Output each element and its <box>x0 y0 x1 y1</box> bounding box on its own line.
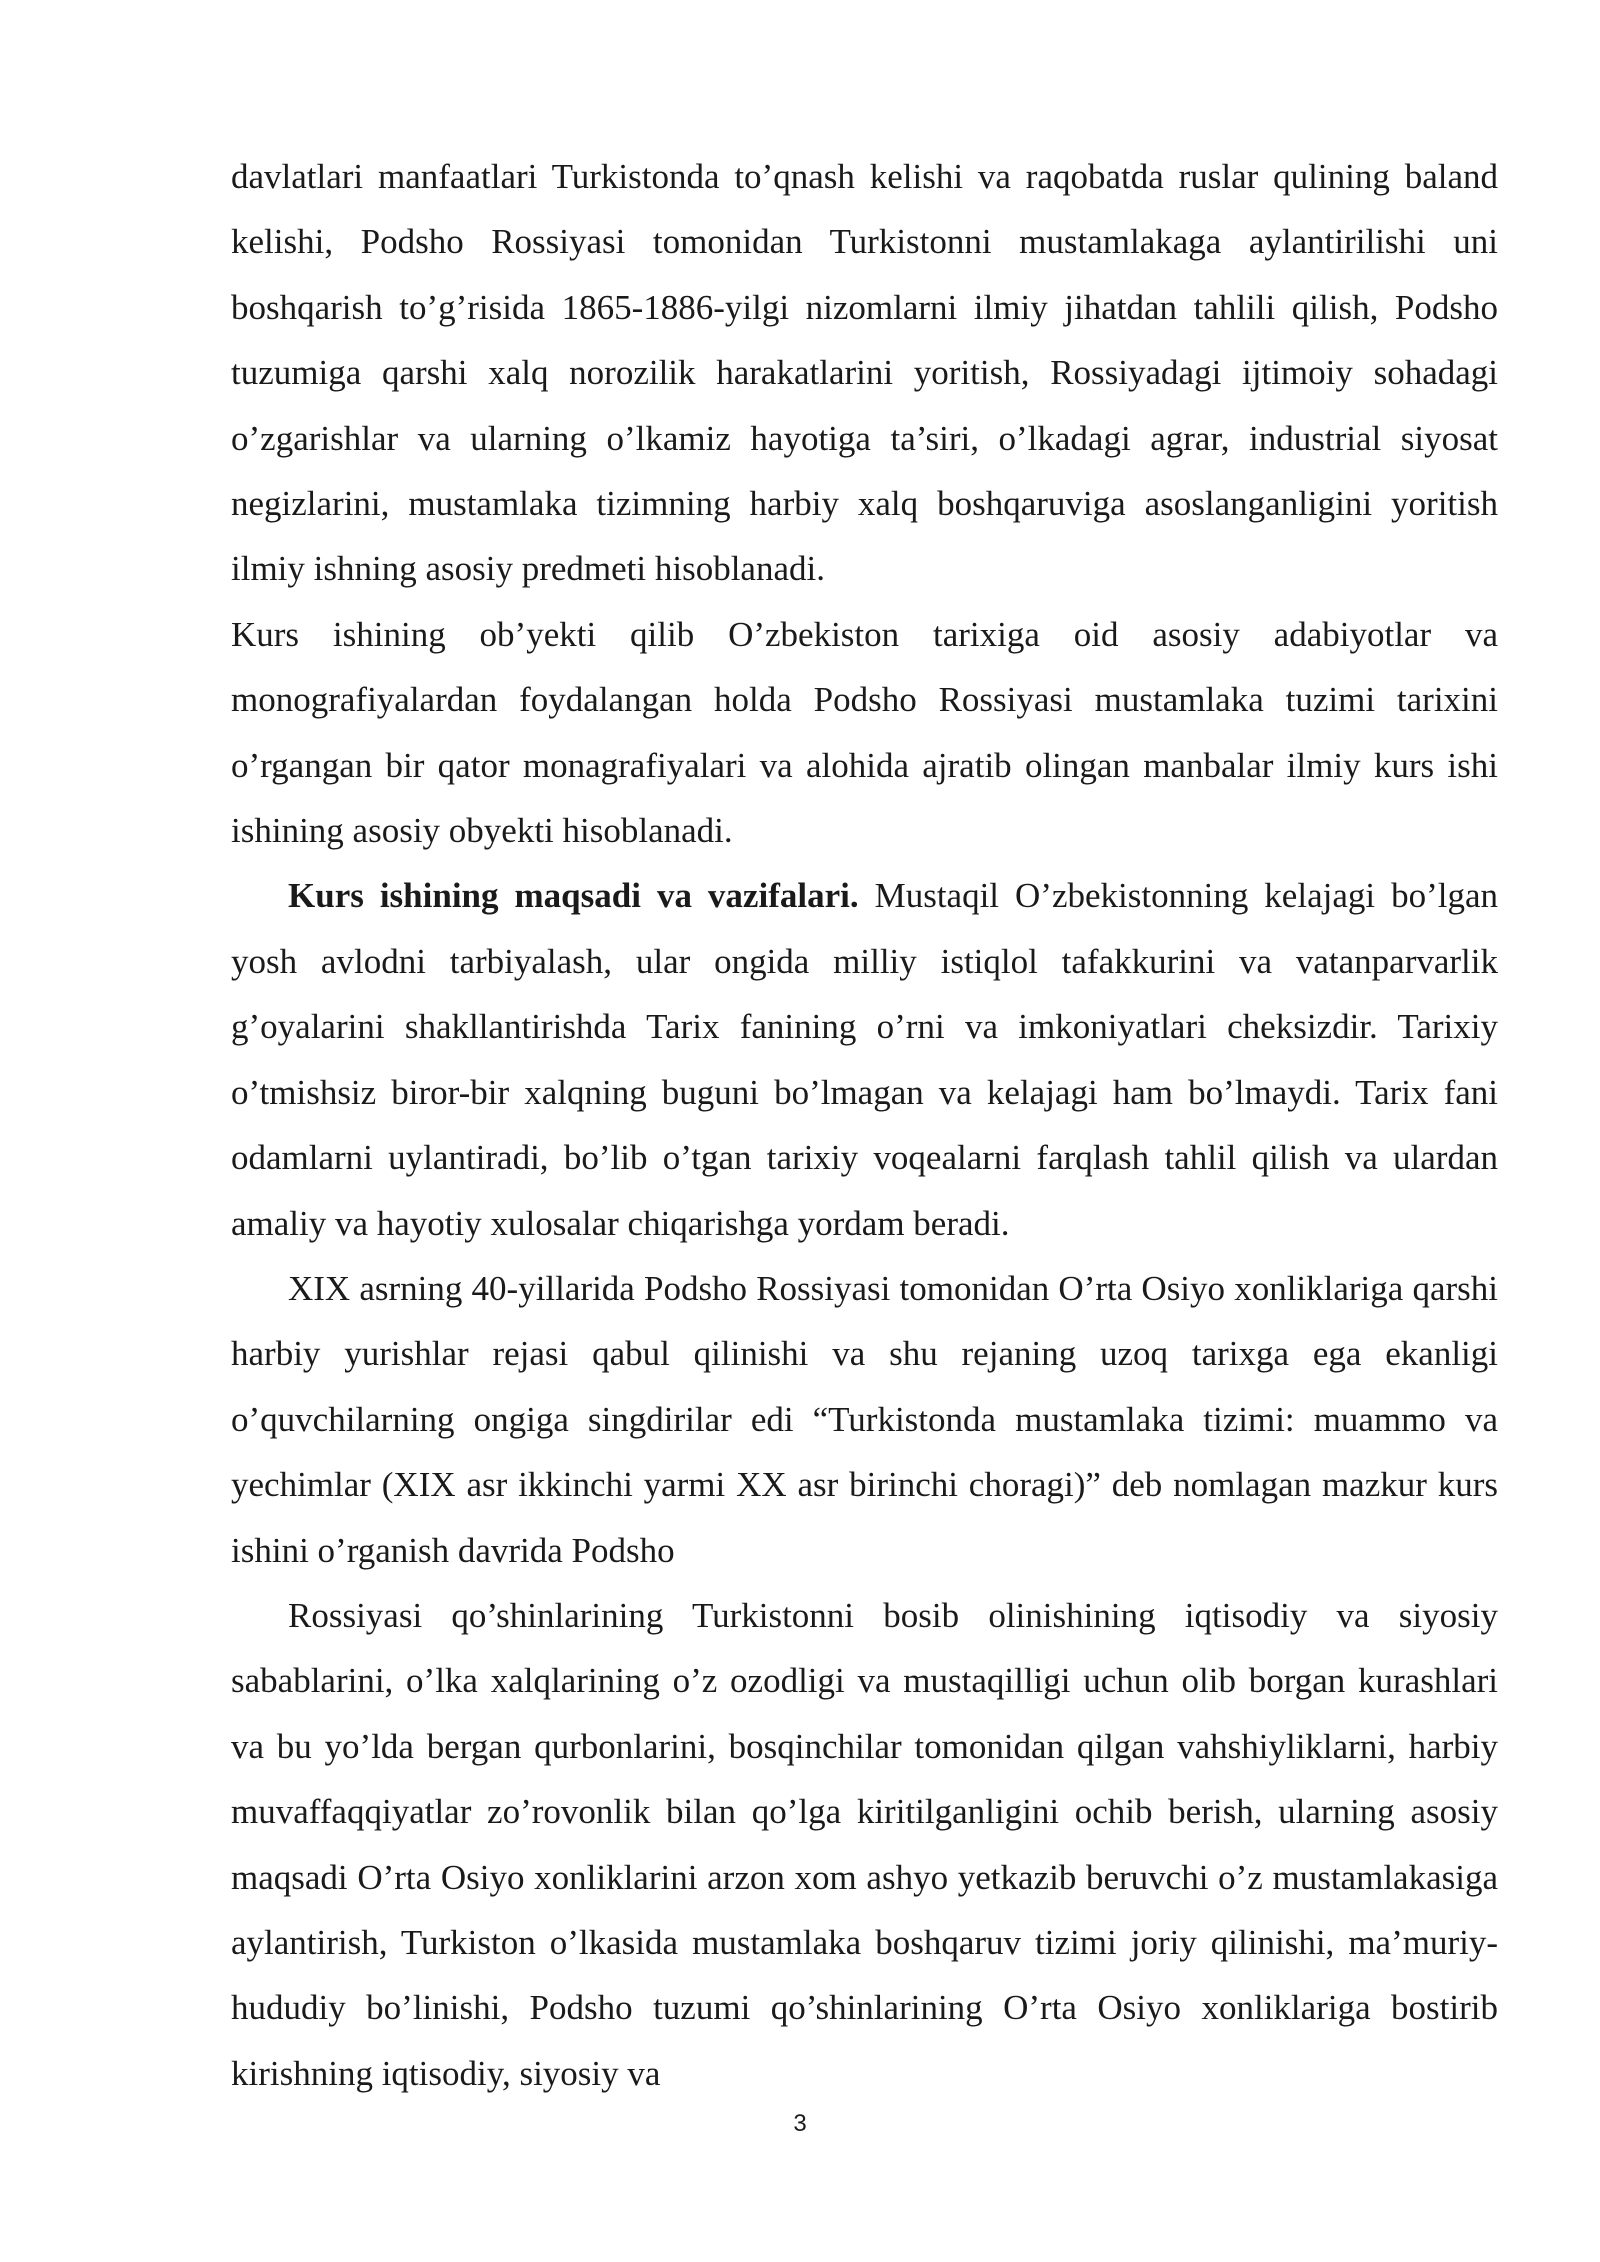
paragraph-predmet: davlatlari manfaatlari Turkistonda to’qnash kelishi va raqobatda ruslar qulining baland kelishi, Podsho Rossiyasi tomonidan Turkistonni mustamlakaga aylantirilishi uni boshqarish to’g’risida 1865-1886-yilgi nizomlarni ilmiy jihatdan tahlili qilish, Podsho tuzumiga qarshi xalq norozilik harakatlarini yoritish, Rossiyadagi ijtimoiy sohadagi o’zgarishlar va ularning o’lkamiz hayotiga ta’siri, o’lkadagi agrar, industrial siyosat negizlarini, mustamlaka tizimning harbiy xalq boshqaruviga asoslanganligini yoritish ilmiy ishning asosiy predmeti hisoblanadi. <box>231 157 1498 589</box>
body-text <box>231 144 1498 2106</box>
paragraph-maqsad <box>231 863 1498 1255</box>
page-number: 3 <box>793 2110 807 2137</box>
paragraph-maqsad-text: Mustaqil O’zbekistonning kelajagi bo’lgan yosh avlodni tarbiyalash, ular ongida milliy istiqlol tafakkurini va vatanparvarlik g’oyalarini shakllantirishda Tarix fanining o’rni va imkoniyatlari cheksizdir. Tarixiy o’tmishsiz biror-bir xalqning buguni bo’lmagan va kelajagi ham bo’lmaydi. Tarix fani odamlarni uylantiradi, bo’lib o’tgan tarixiy voqealarni farqlash tahlil qilish va ulardan amaliy va hayotiy xulosalar chiqarishga yordam beradi. <box>231 876 1498 1243</box>
paragraph-rossiyasi: Rossiyasi qo’shinlarining Turkistonni bosib olinishining iqtisodiy va siyosiy sabablarini, o’lka xalqlarining o’z ozodligi va mustaqilligi uchun olib borgan kurashlari va bu yo’lda bergan qurbonlarini, bosqinchilar tomonidan qilgan vahshiyliklarni, harbiy muvaffaqqiyatlar zo’rovonlik bilan qo’lga kiritilganligini ochib berish, ularning asosiy maqsadi O’rta Osiyo xonliklarini arzon xom ashyo yetkazib beruvchi o’z mustamlakasiga aylantirish, Turkiston o’lkasida mustamlaka boshqaruv tizimi joriy qilinishi, ma’muriy-hududiy bo’linishi, Podsho tuzumi qo’shinlarining O’rta Osiyo xonliklariga bostirib kirishning iqtisodiy, siyosiy va <box>231 1595 1498 2093</box>
section-heading-maqsad: Kurs ishining maqsadi va vazifalari. <box>288 876 859 916</box>
paragraph-obyekt: Kurs ishining ob’yekti qilib O’zbekiston tarixiga oid asosiy adabiyotlar va monografiyalardan foydalangan holda Podsho Rossiyasi mustamlaka tuzimi tarixini o’rgangan bir qator monagrafiyalari va alohida ajratib olingan manbalar ilmiy kurs ishi ishining asosiy obyekti hisoblanadi. <box>231 614 1498 851</box>
paragraph-xix-asr: XIX asrning 40-yillarida Podsho Rossiyasi tomonidan O’rta Osiyo xonliklariga qarshi harbiy yurishlar rejasi qabul qilinishi va shu rejaning uzoq tarixga ega ekanligi o’quvchilarning ongiga singdirilar edi “Turkistonda mustamlaka tizimi: muammo va yechimlar (XIX asr ikkinchi yarmi XX asr birinchi choragi)” deb nomlagan mazkur kurs ishini o’rganish davrida Podsho <box>231 1268 1498 1570</box>
